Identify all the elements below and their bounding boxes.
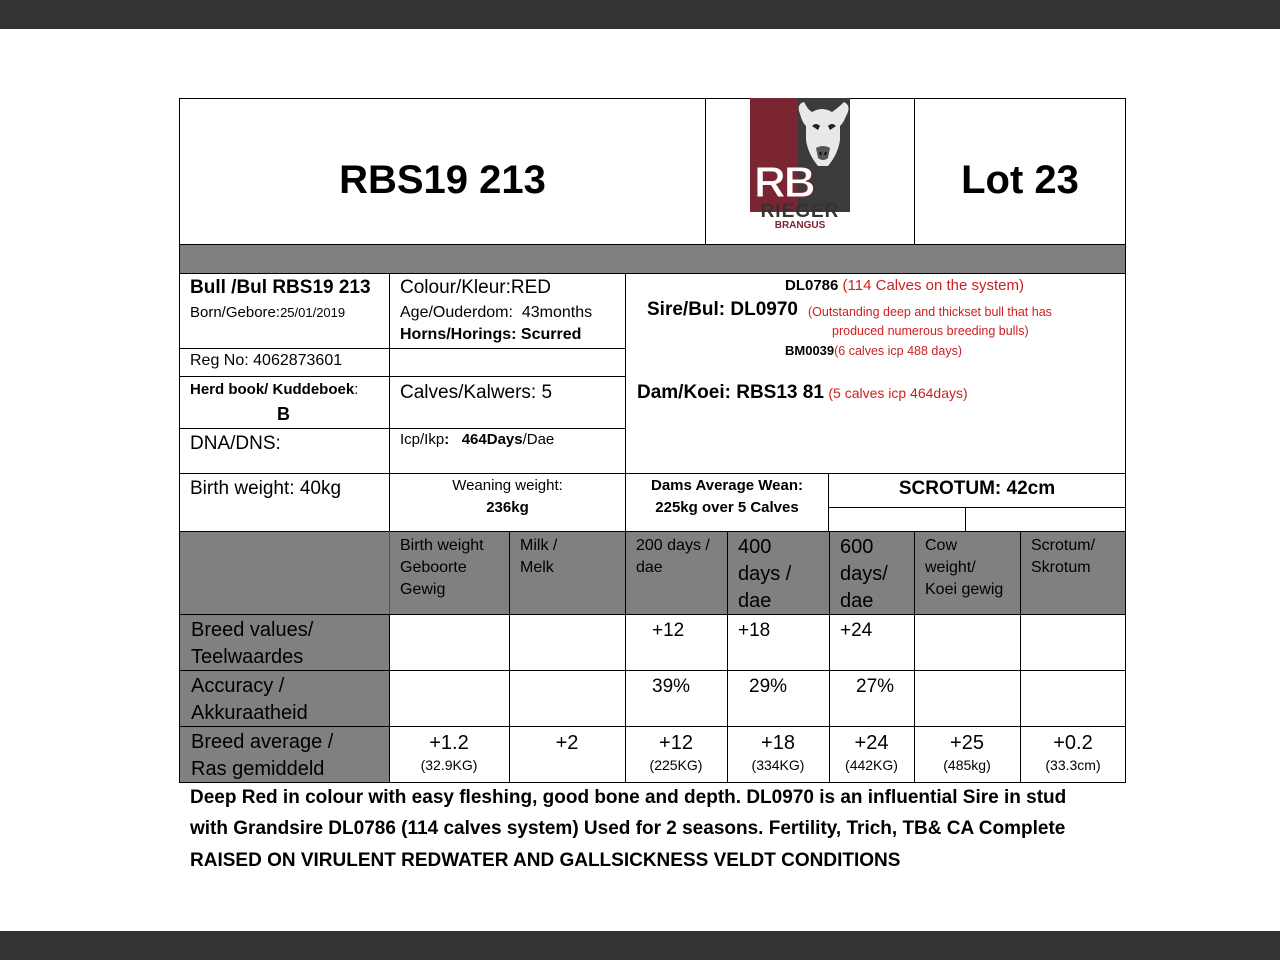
icp-value: 464Days <box>461 431 523 448</box>
avg-birth-weight: +1.2 (32.9KG) <box>420 732 478 773</box>
breed-value-600: +24 <box>840 620 873 641</box>
lot-number: Lot 23 <box>961 158 1079 202</box>
avg-400-days: +18 (334KG) <box>751 732 805 773</box>
grandsire-line <box>785 277 1024 294</box>
dams-avg-value: 225kg over 5 Calves <box>655 499 799 516</box>
scrotum-measure: SCROTUM: 42cm <box>898 478 1056 499</box>
row-label-accuracy: Accuracy / Akkuraatheid <box>191 675 308 724</box>
reg-no: Reg No: 4062873601 <box>190 352 343 369</box>
weaning-label: Weaning weight: <box>452 477 563 494</box>
logo-name: RIEGER <box>760 201 840 222</box>
icp-suffix: /Dae <box>522 431 555 448</box>
avg-200-days: +12 (225KG) <box>649 732 703 773</box>
dam-label: Dam/Koei: RBS13 81 <box>637 382 824 403</box>
age-value: 43months <box>521 304 593 321</box>
grandsire-id: DL0786 <box>785 277 839 294</box>
avg-scrotum: +0.2 (33.3cm) <box>1045 732 1101 773</box>
icp-line <box>400 431 554 448</box>
header-milk: Milk / Melk <box>520 537 558 576</box>
row-label-breed-values: Breed values/ Teelwaardes <box>191 619 314 668</box>
sire-label: Sire/Bul: DL0970 <box>647 299 798 320</box>
note-line-1: Deep Red in colour with easy fleshing, good bone and depth. DL0970 is an influential Sire in stud <box>190 787 1067 808</box>
logo-sub: BRANGUS <box>774 220 826 231</box>
age-label: Age/Ouderdom: <box>400 304 513 321</box>
breed-value-200: +12 <box>652 620 685 641</box>
note-line-3: RAISED ON VIRULENT REDWATER AND GALLSICKNESS VELDT CONDITIONS <box>190 850 901 871</box>
herd-book-value: B <box>277 404 290 424</box>
header-600-days: 600 days/ dae <box>840 536 888 612</box>
sire-note-1: (Outstanding deep and thickset bull that has <box>808 305 1052 319</box>
bull-label: Bull /Bul RBS19 213 <box>190 277 371 298</box>
birth-weight: Birth weight: 40kg <box>190 478 342 499</box>
accuracy-200: 39% <box>652 676 691 697</box>
header-cow-weight: Cow weight/ Koei gewig <box>925 537 1004 598</box>
row-label-breed-average: Breed average / Ras gemiddeld <box>191 731 334 780</box>
age-line <box>400 304 592 322</box>
herd-book-label: Herd book/ Kuddeboek <box>190 381 355 398</box>
header-scrotum: Scrotum/ Skrotum <box>1031 537 1096 576</box>
separator-bar <box>179 244 1126 274</box>
icp-colon: : <box>444 431 450 448</box>
dam-line <box>637 382 968 404</box>
horns: Horns/Horings: Scurred <box>400 326 582 343</box>
top-frame-bar <box>0 0 1280 29</box>
granddam-line <box>785 343 962 358</box>
dna-label: DNA/DNS: <box>190 433 281 454</box>
bottom-frame-bar <box>0 931 1280 960</box>
header-400-days: 400 days / dae <box>738 536 792 612</box>
granddam-id: BM0039 <box>785 343 835 358</box>
header-200-days: 200 days / dae <box>636 537 710 576</box>
weaning-value: 236kg <box>486 499 529 516</box>
accuracy-400: 29% <box>749 676 788 697</box>
grandsire-note: (114 Calves on the system) <box>842 277 1025 294</box>
avg-600-days: +24 (442KG) <box>845 732 898 773</box>
calves: Calves/Kalwers: 5 <box>400 382 553 403</box>
accuracy-600: 27% <box>856 676 895 697</box>
sire-note-2: produced numerous breeding bulls) <box>832 324 1029 338</box>
icp-label: Icp/Ikp <box>400 431 445 448</box>
breed-value-400: +18 <box>738 620 771 641</box>
dam-note: (5 calves icp 464days) <box>828 385 968 401</box>
header-birth-weight: Birth weight Geboorte Gewig <box>400 537 484 598</box>
logo-letters: RB <box>754 158 814 207</box>
granddam-note: (6 calves icp 488 days) <box>834 344 962 358</box>
herd-book-line <box>190 381 358 398</box>
dams-avg-label: Dams Average Wean: <box>650 477 803 494</box>
born-line <box>190 304 345 321</box>
colour: Colour/Kleur:RED <box>400 277 551 298</box>
herd-book-colon: : <box>354 381 359 398</box>
animal-id-title: RBS19 213 <box>339 158 546 202</box>
note-line-2: with Grandsire DL0786 (114 calves system) Used for 2 seasons. Fertility, Trich, TB& CA Complete <box>190 818 1066 839</box>
avg-milk: +2 <box>555 732 579 754</box>
avg-cow-weight: +25 (485kg) <box>943 732 991 773</box>
born-label: Born/Gebore: <box>190 304 281 321</box>
born-value: 25/01/2019 <box>280 305 346 320</box>
